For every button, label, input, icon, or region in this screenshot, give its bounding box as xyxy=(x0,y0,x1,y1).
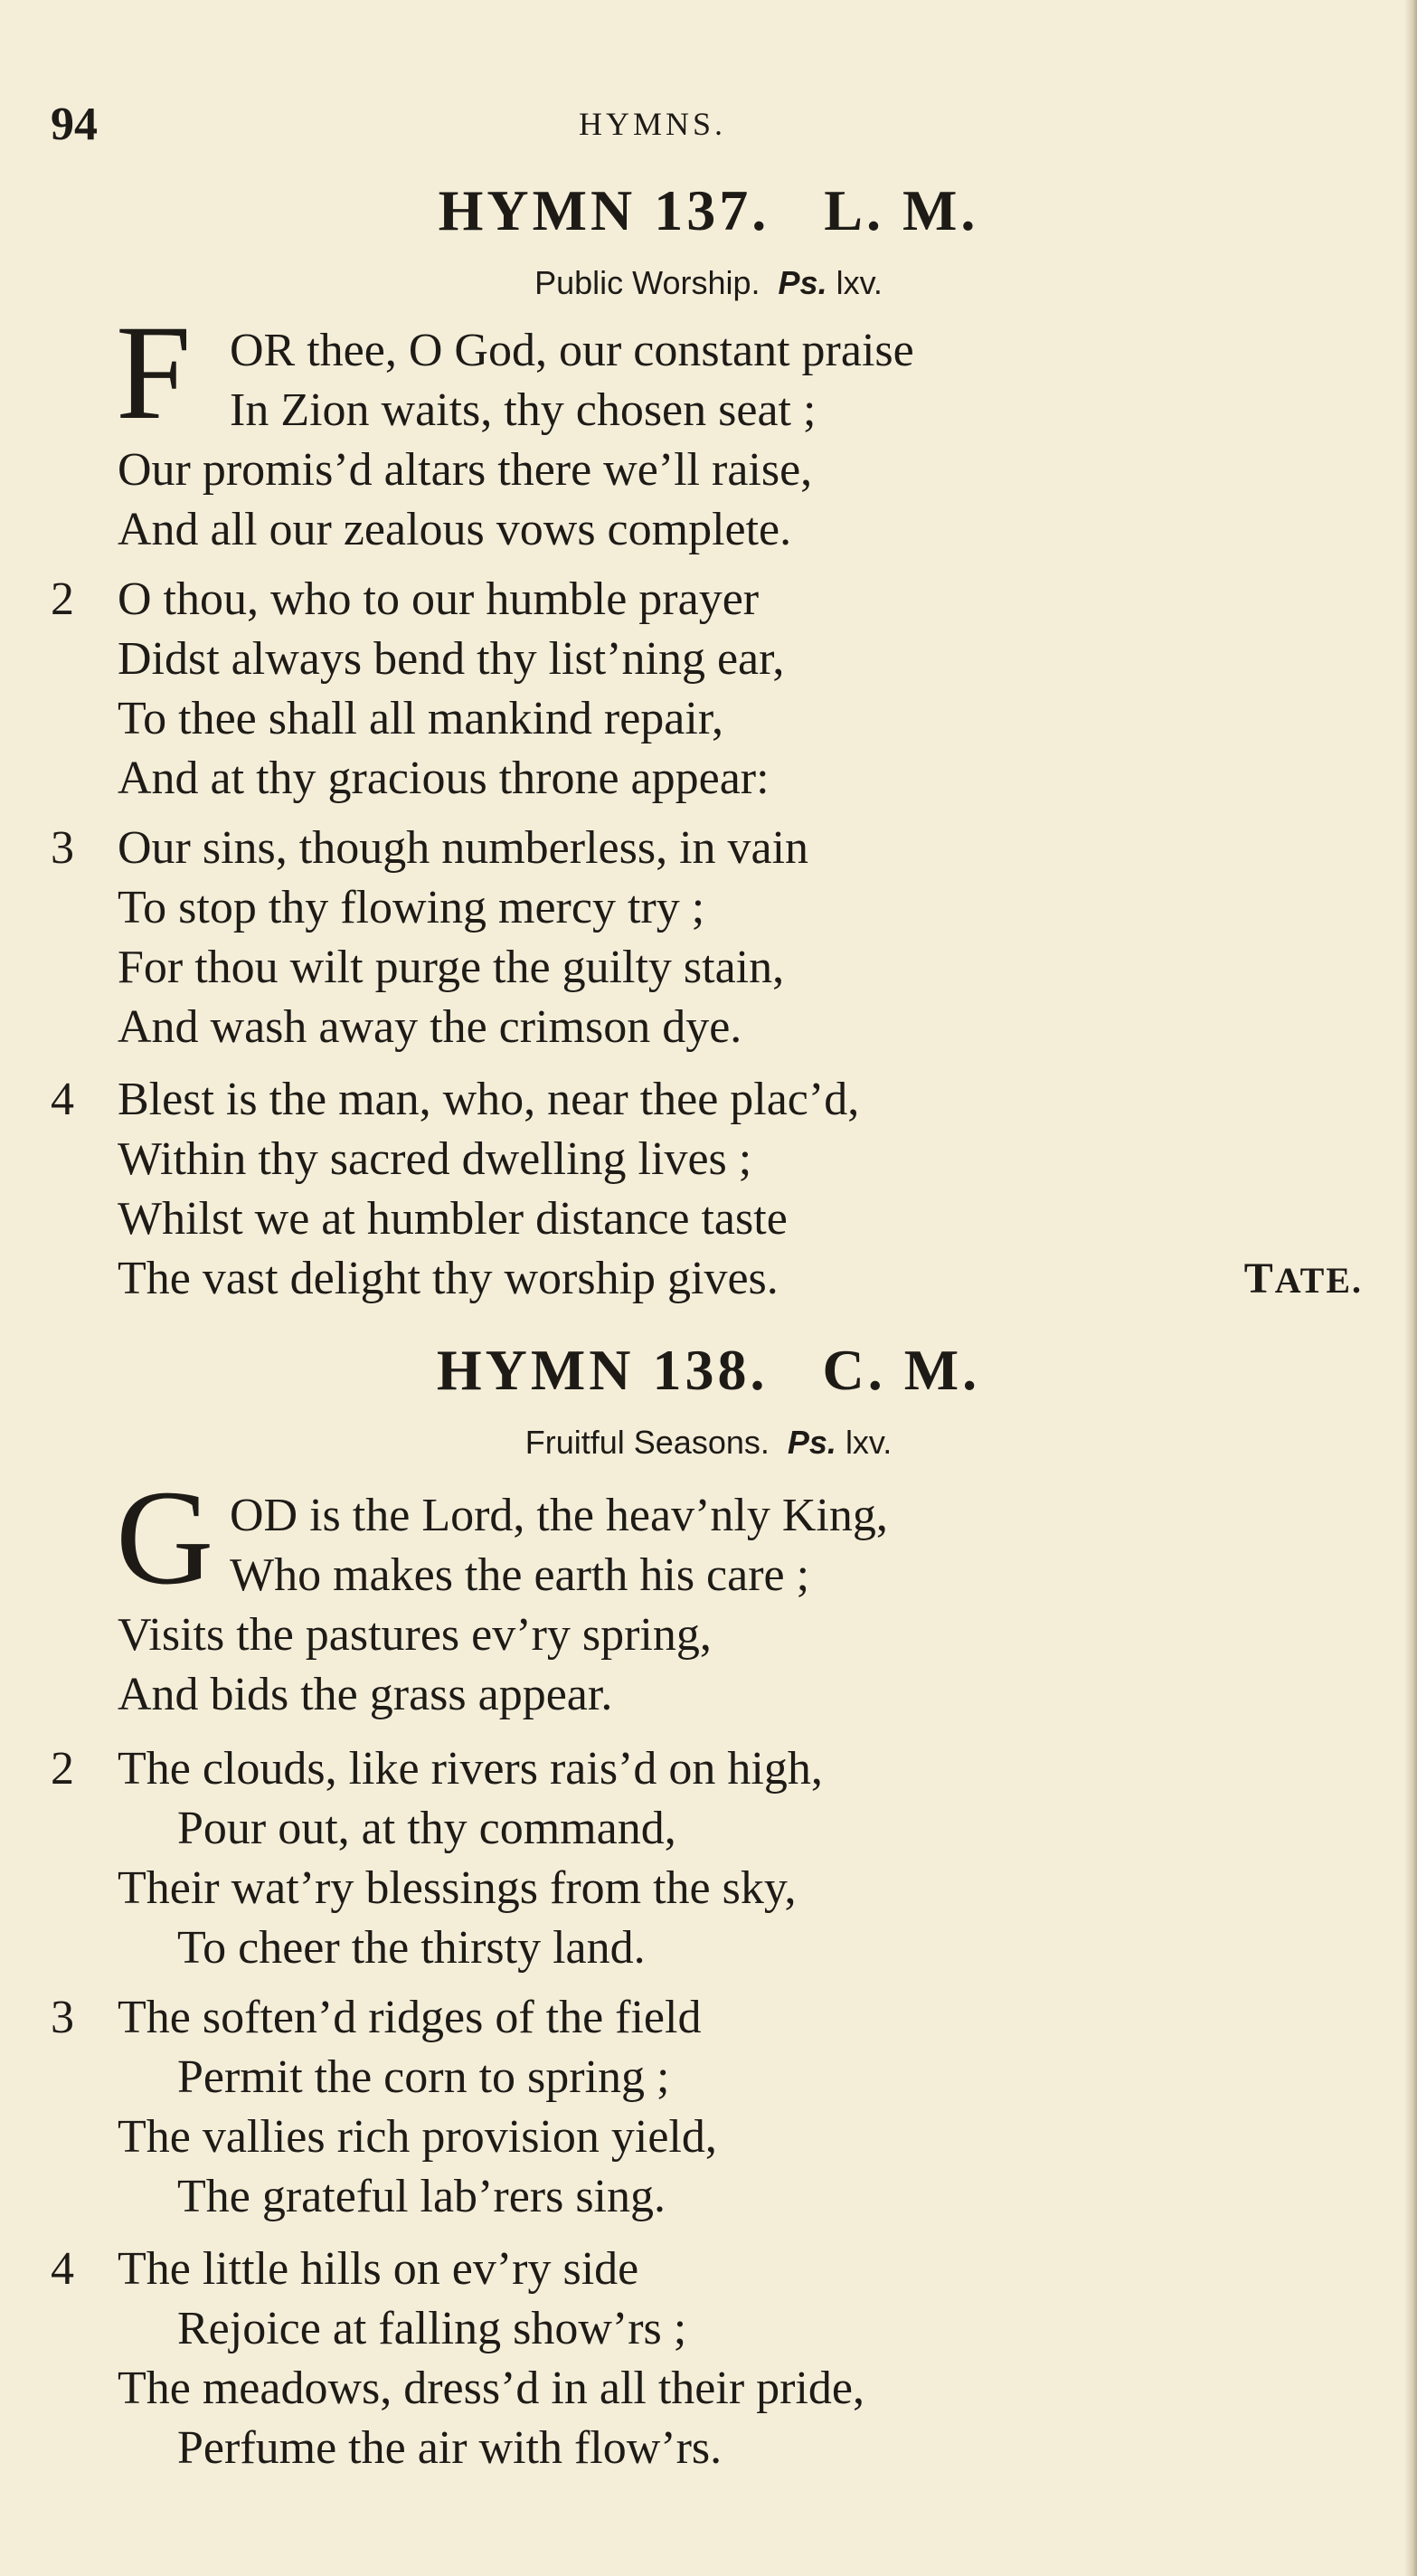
verse-line: Our promis’d altars there we’ll raise, xyxy=(118,444,813,496)
verse-line: Rejoice at falling show’rs ; xyxy=(177,2303,687,2354)
stanza-number: 2 xyxy=(51,1743,74,1795)
stanza-number: 4 xyxy=(51,1074,74,1125)
verse-line: O thou, who to our humble prayer xyxy=(118,573,760,625)
author-attribution xyxy=(1244,1249,1363,1311)
stanza-number: 2 xyxy=(51,573,74,625)
verse-line: And at thy gracious throne appear: xyxy=(118,753,770,804)
verse-line: Their wat’ry blessings from the sky, xyxy=(118,1862,797,1914)
verse-line: Whilst we at humbler distance taste xyxy=(118,1193,788,1245)
running-head xyxy=(51,98,1363,152)
subtitle-ps: Ps. xyxy=(787,1424,836,1461)
subtitle-text: Fruitful Seasons. xyxy=(524,1424,770,1461)
author-rest: ATE. xyxy=(1274,1260,1363,1301)
verse-line: For thou wilt purge the guilty stain, xyxy=(118,942,785,993)
stanza-number: 3 xyxy=(51,1992,74,2043)
page-number: 94 xyxy=(51,99,98,150)
stanza-number: 4 xyxy=(51,2243,74,2295)
verse-line: Didst always bend thy list’ning ear, xyxy=(118,633,785,685)
verse-line: Pour out, at thy command, xyxy=(177,1803,676,1854)
verse-line: Perfume the air with flow’rs. xyxy=(177,2422,723,2474)
hymn-subtitle xyxy=(0,1424,1417,1462)
verse-line: The meadows, dress’d in all their pride, xyxy=(118,2363,864,2414)
page-edge xyxy=(1404,0,1417,2576)
verse-line: Blest is the man, who, near thee plac’d, xyxy=(118,1074,860,1125)
verse-line: And bids the grass appear. xyxy=(118,1669,613,1720)
verse-line: Permit the corn to spring ; xyxy=(177,2051,670,2103)
verse-line: The vallies rich provision yield, xyxy=(118,2111,717,2163)
verse-line: Who makes the earth his care ; xyxy=(230,1549,810,1601)
verse-line: The grateful lab’rers sing. xyxy=(177,2171,666,2222)
verse-line: OR thee, O God, our constant praise xyxy=(230,325,914,376)
subtitle-ps: Ps. xyxy=(778,264,827,301)
stanza-number: 3 xyxy=(51,822,74,874)
verse-line: To stop thy flowing mercy try ; xyxy=(118,882,705,933)
verse-line: In Zion waits, thy chosen seat ; xyxy=(230,384,817,436)
verse-line: And wash away the crimson dye. xyxy=(118,1001,742,1053)
hymn-title: HYMN 137. L. M. xyxy=(438,178,979,242)
verse-line: To cheer the thirsty land. xyxy=(177,1922,646,1974)
verse-line: Our sins, though numberless, in vain xyxy=(118,822,809,874)
running-title: HYMNS. xyxy=(578,106,727,142)
verse-line: The clouds, like rivers rais’d on high, xyxy=(118,1743,823,1795)
verse-line: Visits the pastures ev’ry spring, xyxy=(118,1609,712,1661)
verse-line: Within thy sacred dwelling lives ; xyxy=(118,1133,752,1185)
subtitle-ref: lxv. xyxy=(836,264,883,301)
drop-cap: G xyxy=(116,1463,214,1613)
verse-line: The vast delight thy worship gives. xyxy=(118,1253,779,1304)
verse-line: The soften’d ridges of the field xyxy=(118,1992,702,2043)
subtitle-ref: lxv. xyxy=(845,1424,893,1461)
author-initial: T xyxy=(1243,1255,1275,1302)
verse-line: And all our zealous vows complete. xyxy=(118,504,792,555)
verse-line: The little hills on ev’ry side xyxy=(118,2243,639,2295)
verse-line: OD is the Lord, the heav’nly King, xyxy=(230,1490,888,1541)
drop-cap: F xyxy=(116,298,192,448)
verse-line: To thee shall all mankind repair, xyxy=(118,693,724,744)
hymn-subtitle xyxy=(0,264,1417,302)
hymn-title: HYMN 138. C. M. xyxy=(436,1338,981,1402)
subtitle-text: Public Worship. xyxy=(534,264,760,301)
